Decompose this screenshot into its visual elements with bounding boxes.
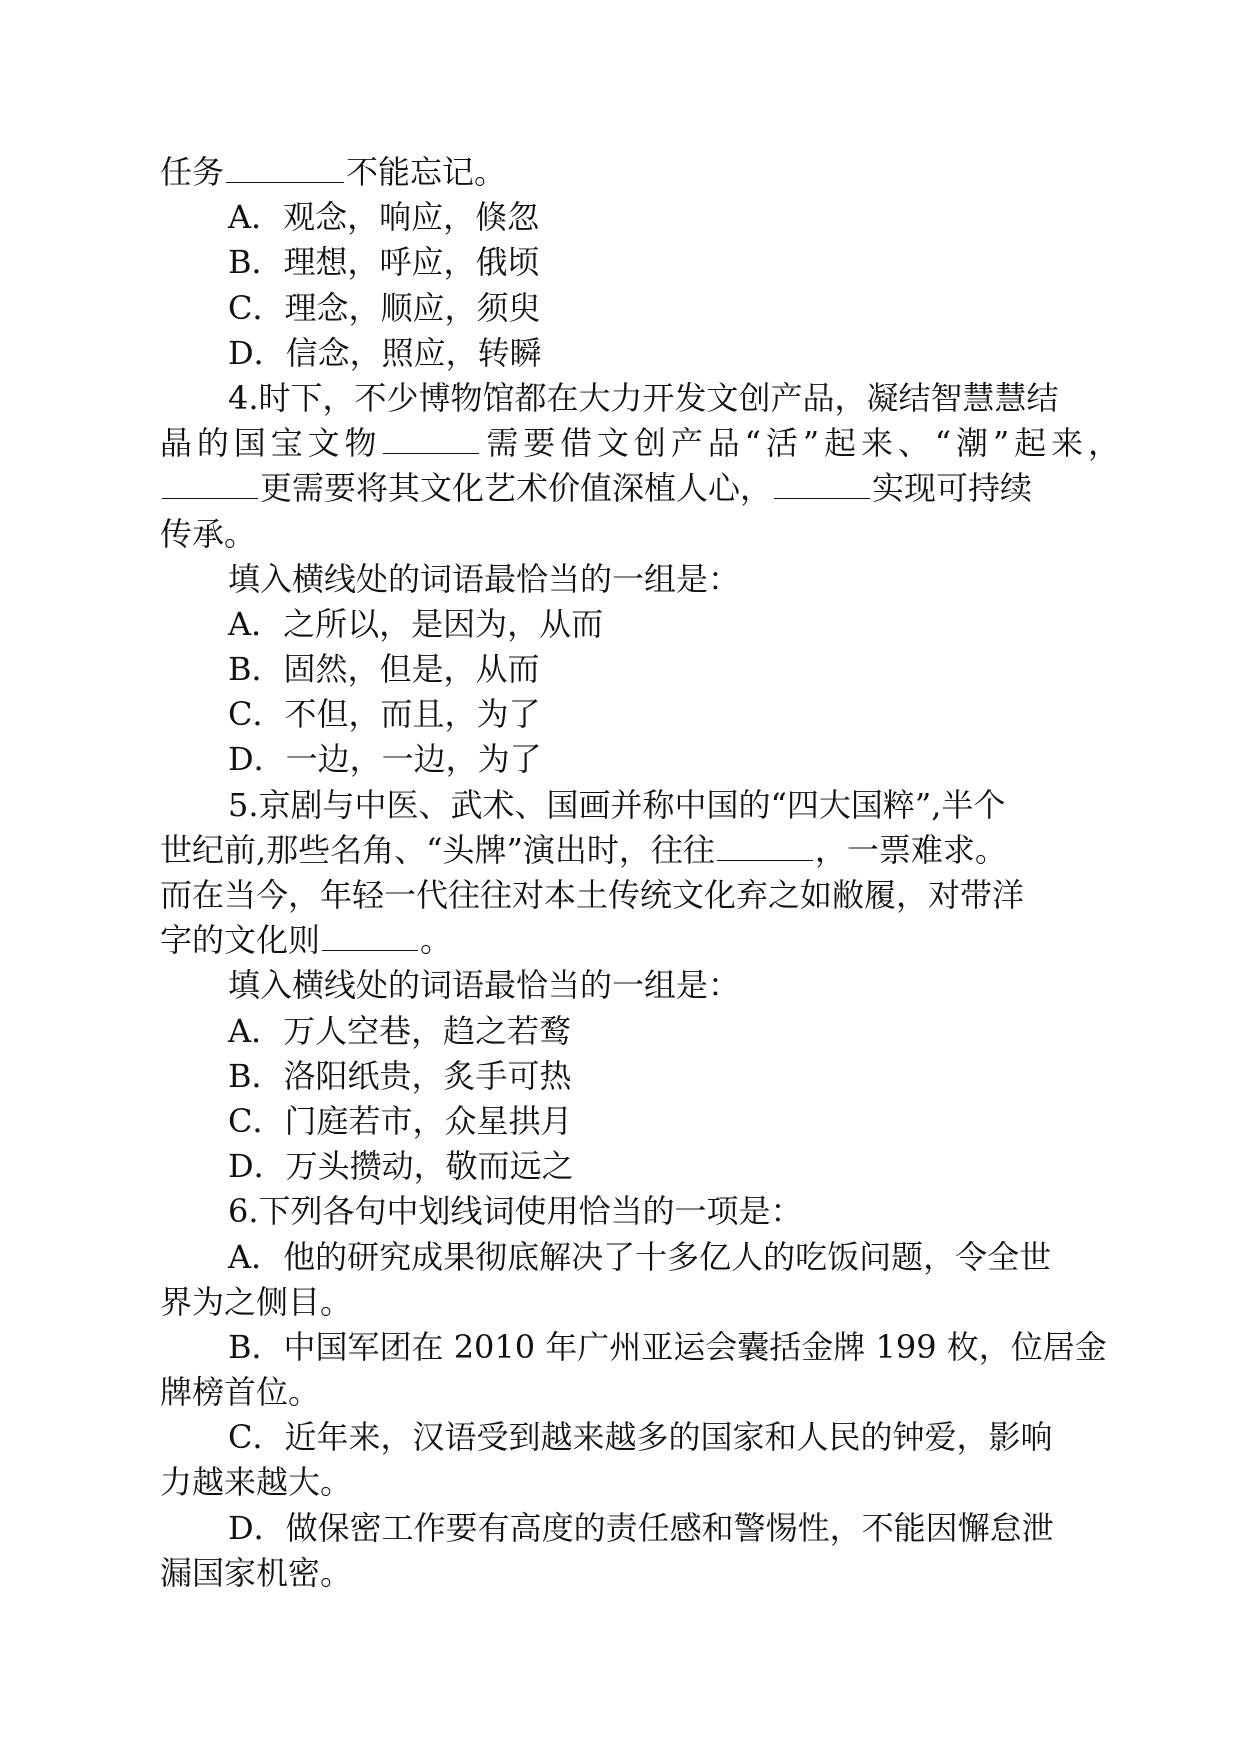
- q4-option-d: D．一边，一边，为了: [228, 740, 542, 779]
- q4-option-c: C．不但，而且，为了: [228, 695, 541, 734]
- q3-option-a: A．观念，响应，倏忽: [228, 198, 540, 237]
- q6-option-b-line-1: B．中国军团在 2010 年广州亚运会囊括金牌 199 枚，位居金: [228, 1327, 1107, 1366]
- q6-stem: 6.下列各句中划线词使用恰当的一项是：: [228, 1192, 803, 1231]
- q5-stem-line-2: [160, 828, 1120, 873]
- q3-blank: [226, 152, 344, 183]
- q6-option-a-line-1: A．他的研究成果彻底解决了十多亿人的吃饭问题，令全世: [228, 1237, 1052, 1276]
- q3-text-after-blank: 不能忘记。: [346, 153, 507, 191]
- q4-stem-line-3: [160, 466, 1120, 511]
- q4-blank-2: [162, 468, 258, 499]
- q5-text-after-blank-2: 。: [420, 921, 453, 960]
- q3-text-before-blank: 任务: [160, 153, 225, 191]
- q4-option-b: B．固然，但是，从而: [228, 650, 540, 689]
- q3-option-c: C．理念，顺应，须臾: [228, 288, 541, 327]
- q6-option-b-line-2: 牌榜首位。: [160, 1373, 321, 1412]
- q6-option-d-line-1: D．做保密工作要有高度的责任感和警惕性，不能因懈怠泄: [228, 1508, 1054, 1547]
- q5-blank-2: [322, 920, 418, 951]
- q4-option-a: A．之所以，是因为，从而: [228, 604, 604, 643]
- q4-text-before-blank-1: 晶的国宝文物: [160, 424, 382, 463]
- q5-stem-line-1: 5.京剧与中医、武术、国画并称中国的“四大国粹”,半个: [228, 785, 1006, 824]
- q6-option-c-line-1: C．近年来，汉语受到越来越多的国家和人民的钟爱，影响: [228, 1418, 1053, 1457]
- q4-blank-1: [383, 423, 479, 454]
- q5-text-before-blank-2: 字的文化则: [160, 921, 321, 960]
- q5-option-b: B．洛阳纸贵，炙手可热: [228, 1056, 572, 1095]
- q5-option-d: D．万头攒动，敬而远之: [228, 1147, 574, 1186]
- q4-text-after-blank-3: 实现可持续: [872, 469, 1033, 508]
- q5-blank-1: [717, 830, 813, 861]
- q6-option-d-line-2: 漏国家机密。: [160, 1553, 353, 1592]
- q4-text-after-blank-1: 需要借文创产品“活”起来、“潮”起来，: [481, 424, 1120, 463]
- q5-option-c: C．门庭若市，众星拱月: [228, 1101, 573, 1140]
- q5-option-a: A．万人空巷，趋之若鹜: [228, 1011, 572, 1050]
- q5-text-after-blank-1: ，一票难求。: [814, 830, 1007, 869]
- document-page: [160, 150, 1120, 1596]
- q4-text-after-blank-2: 更需要将其文化艺术价值深植人心，: [260, 469, 773, 508]
- q6-option-a-line-2: 界为之侧目。: [160, 1282, 353, 1321]
- q5-stem-line-3: 而在当今，年轻一代往往对本土传统文化弃之如敝履，对带洋: [160, 876, 1025, 914]
- q3-option-b: B．理想，呼应，俄顷: [228, 243, 540, 282]
- q4-prompt: 填入横线处的词语最恰当的一组是：: [228, 559, 741, 598]
- q5-text-before-blank-1: 世纪前,那些名角、“头牌”演出时，往往: [160, 830, 715, 869]
- q6-option-c-line-2: 力越来越大。: [160, 1463, 353, 1502]
- q4-stem-line-1: 4.时下，不少博物馆都在大力开发文创产品，凝结智慧慧结: [228, 378, 1059, 417]
- q5-stem-line-4: [160, 918, 1120, 963]
- q4-stem-line-2: [160, 421, 1120, 466]
- q4-blank-3: [774, 468, 870, 499]
- q5-prompt: 填入横线处的词语最恰当的一组是：: [228, 966, 741, 1005]
- q3-stem-line: [160, 150, 1120, 195]
- q4-stem-line-4: 传承。: [160, 514, 257, 553]
- q3-option-d: D．信念，照应，转瞬: [228, 333, 542, 372]
